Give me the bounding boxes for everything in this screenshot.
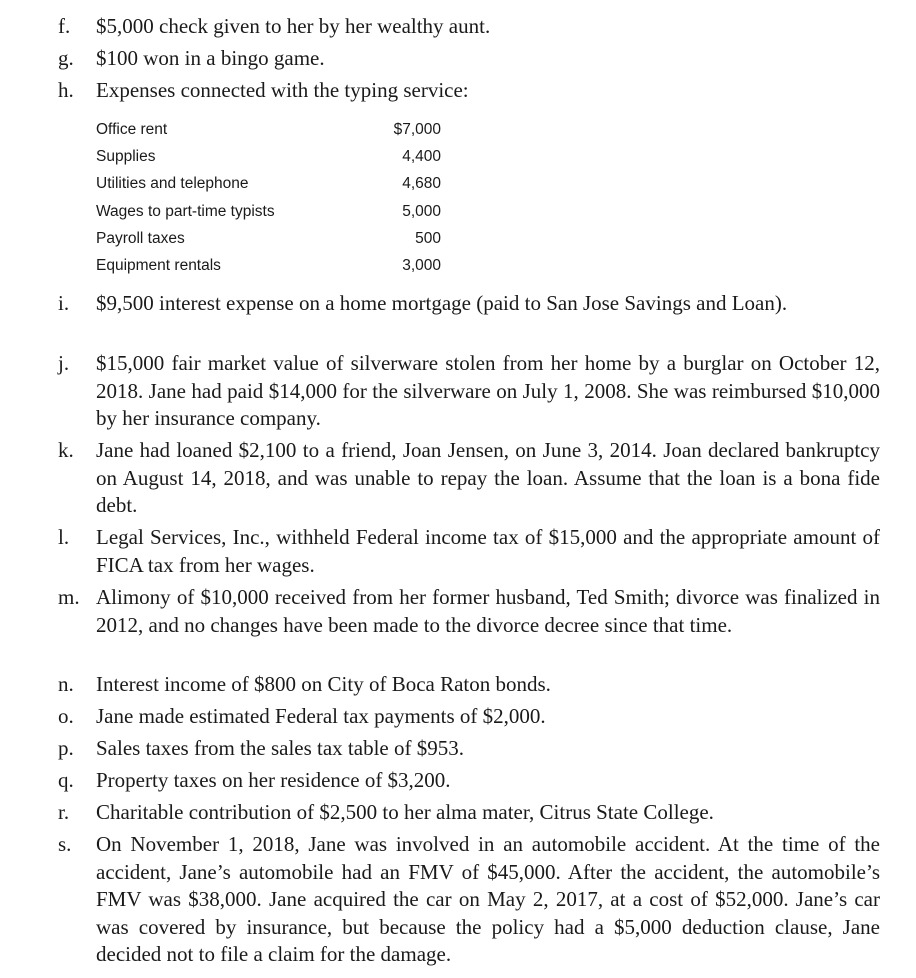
- item-letter: i.: [58, 291, 70, 315]
- item-text: $100 won in a bingo game.: [96, 46, 325, 70]
- expense-row: [96, 170, 441, 197]
- item-text: On November 1, 2018, Jane was involved in an automobile accident. At the time of the accident, Jane’s automobile had an FMV of $45,000. After the accident, the automobile’s FMV was $38,000. Jane acquired the car on May 2, 2017, at a cost of $52,000. Jane’s car was covered by insurance, but because the policy had a $5,000 deduction clause, Jane decided not to file a claim for the damage.: [96, 832, 880, 966]
- expense-label: Payroll taxes: [96, 229, 185, 247]
- item-letter: p.: [58, 736, 74, 760]
- item-letter: k.: [58, 438, 74, 462]
- item-text: Legal Services, Inc., withheld Federal income tax of $15,000 and the appropriate amount of FICA tax from her wages.: [96, 525, 880, 577]
- expense-amount: $7,000: [393, 121, 441, 138]
- expense-amount: 3,000: [402, 256, 441, 274]
- item-text: $5,000 check given to her by her wealthy aunt.: [96, 14, 491, 38]
- list-item-i: [58, 290, 880, 318]
- expense-table: [96, 116, 441, 279]
- expense-amount: 4,680: [402, 175, 441, 193]
- expense-label: Supplies: [96, 148, 156, 166]
- expense-row: [96, 252, 441, 279]
- item-letter: r.: [58, 800, 70, 824]
- item-letter: g.: [58, 46, 74, 70]
- item-text: Alimony of $10,000 received from her former husband, Ted Smith; divorce was finalized in 2012, and no changes have been made to the divorce decree since that time.: [96, 585, 880, 637]
- list-item-p: [58, 735, 880, 763]
- expense-label: Utilities and telephone: [96, 175, 249, 193]
- item-letter: l.: [58, 525, 70, 549]
- item-letter: q.: [58, 768, 74, 792]
- item-letter: s.: [58, 832, 72, 856]
- expense-row: [96, 198, 441, 225]
- item-letter: m.: [58, 585, 80, 609]
- list-item-r: [58, 799, 880, 827]
- list-item-q: [58, 767, 880, 795]
- item-letter: f.: [58, 14, 71, 38]
- list-item-j: [58, 350, 880, 433]
- item-letter: h.: [58, 78, 74, 102]
- list-item-k: [58, 437, 880, 520]
- expense-row: [96, 116, 441, 143]
- expense-amount: 4,400: [402, 148, 441, 166]
- item-text: Expenses connected with the typing service:: [96, 78, 469, 102]
- expense-row: [96, 225, 441, 252]
- expense-label: Wages to part-time typists: [96, 202, 275, 220]
- item-text: $9,500 interest expense on a home mortgage (paid to San Jose Savings and Loan).: [96, 291, 788, 315]
- item-text: Interest income of $800 on City of Boca Raton bonds.: [96, 672, 551, 696]
- expense-row: [96, 143, 441, 170]
- expense-label: Equipment rentals: [96, 256, 221, 274]
- item-text: Sales taxes from the sales tax table of $953.: [96, 736, 464, 760]
- item-text: Property taxes on her residence of $3,200.: [96, 768, 451, 792]
- list-item-n: [58, 671, 880, 699]
- list-item-o: [58, 703, 880, 731]
- list-item-m: [58, 584, 880, 639]
- expense-amount: 500: [415, 229, 441, 247]
- item-text: Jane made estimated Federal tax payments of $2,000.: [96, 704, 546, 728]
- list-item-l: [58, 524, 880, 579]
- list-item-g: [58, 45, 880, 73]
- item-letter: j.: [58, 351, 70, 375]
- list-item-h: [58, 77, 880, 105]
- list-item-f: [58, 13, 880, 41]
- expense-label: Office rent: [96, 121, 168, 138]
- item-text: $15,000 fair market value of silverware stolen from her home by a burglar on October 12, 2018. Jane had paid $14,000 for the silverware on July 1, 2008. She was reimbursed $10,000 by her insurance company.: [96, 351, 880, 430]
- item-text: Charitable contribution of $2,500 to her alma mater, Citrus State College.: [96, 800, 714, 824]
- item-text: Jane had loaned $2,100 to a friend, Joan Jensen, on June 3, 2014. Joan declared bankruptcy on August 14, 2018, and was unable to repay the loan. Assume that the loan is a bona fide debt.: [96, 438, 880, 517]
- expense-amount: 5,000: [402, 202, 441, 220]
- item-letter: n.: [58, 672, 74, 696]
- item-letter: o.: [58, 704, 74, 728]
- list-item-s: [58, 831, 880, 969]
